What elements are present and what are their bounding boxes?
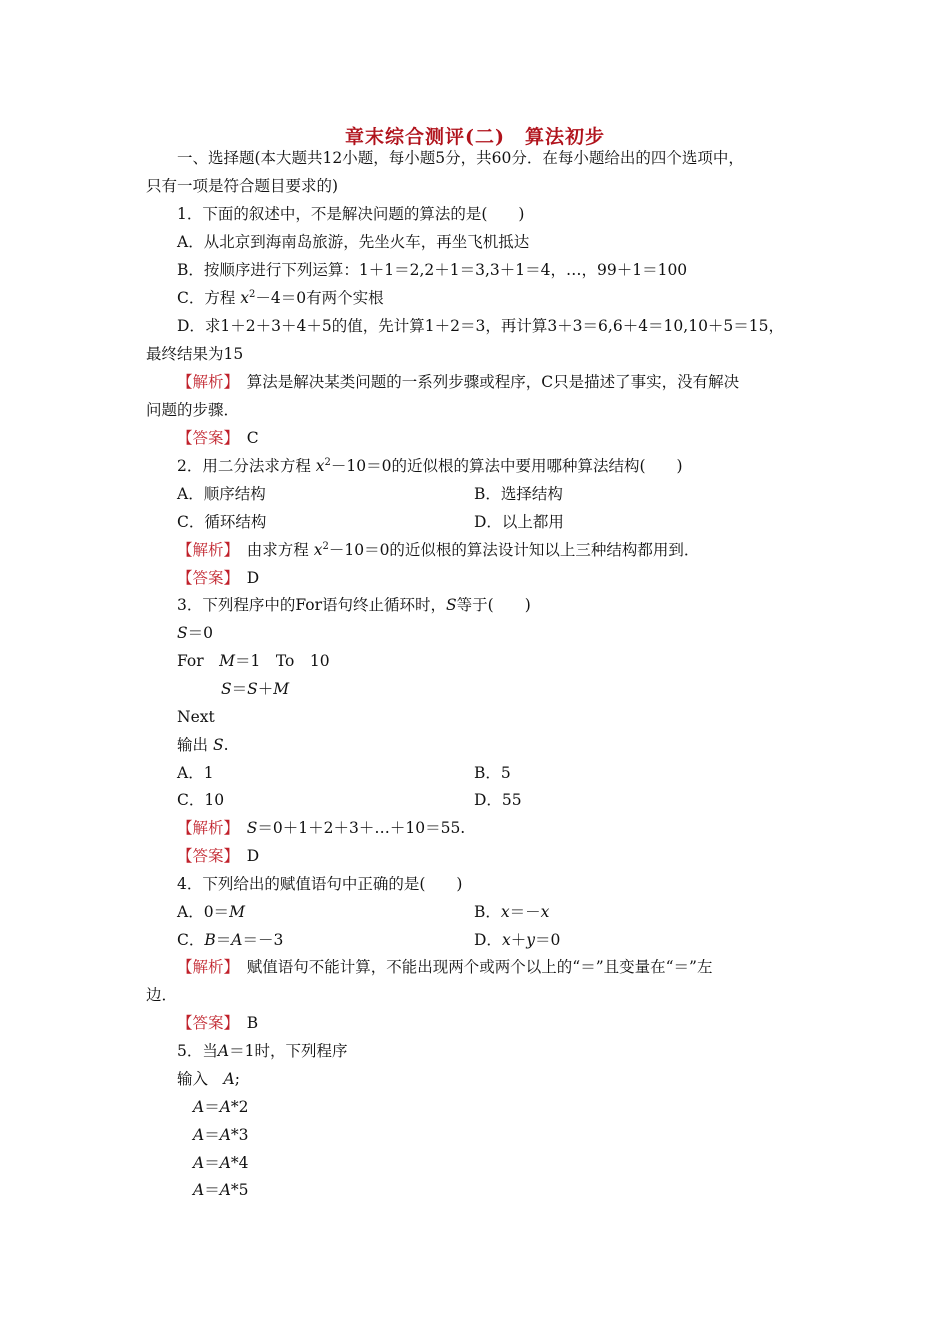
q3-answer: 【答案】 D <box>177 847 260 865</box>
q4-option-d: D．x＋y＝0 <box>474 931 561 949</box>
q4-answer: 【答案】 B <box>177 1014 259 1032</box>
q2-option-b: B．选择结构 <box>474 485 563 503</box>
q5-program-line2: A＝A*2 <box>193 1098 249 1116</box>
q5-program-line4: A＝A*4 <box>193 1154 249 1172</box>
q2-option-a: A．顺序结构 <box>177 485 266 503</box>
q3-program-line4: Next <box>177 708 215 726</box>
q2-stem: 2．用二分法求方程 $x^2-10=0$的近似根的算法中要用哪种算法结构( ) <box>177 457 683 475</box>
page-title: 章末综合测评(二) 算法初步 <box>345 126 605 148</box>
answer-tag: 【答案】 <box>177 847 232 865</box>
q3-program-line5: 输出 S. <box>177 736 229 754</box>
analysis-tag: 【解析】 <box>177 541 232 559</box>
q1-analysis-line1: 【解析】 算法是解决某类问题的一系列步骤或程序，C只是描述了事实，没有解决 <box>177 373 740 391</box>
q3-program-line2: For M＝1 To 10 <box>177 652 330 670</box>
section-instructions-line1: 一、选择题(本大题共12小题，每小题5分，共60分．在每小题给出的四个选项中， <box>177 149 744 167</box>
q3-option-a: A．1 <box>177 764 214 782</box>
q5-program-line5: A＝A*5 <box>193 1181 249 1199</box>
q4-stem: 4．下列给出的赋值语句中正确的是( ) <box>177 875 463 893</box>
q4-option-c: C．B＝A＝－3 <box>177 931 284 949</box>
q2-answer: 【答案】 D <box>177 569 260 587</box>
answer-tag: 【答案】 <box>177 429 232 447</box>
q3-program-line1: S＝0 <box>177 624 213 642</box>
q3-analysis: 【解析】 S＝0＋1＋2＋3＋…＋10＝55. <box>177 819 466 837</box>
q1-answer: 【答案】 C <box>177 429 259 447</box>
analysis-tag: 【解析】 <box>177 819 232 837</box>
q1-option-a: A．从北京到海南岛旅游，先坐火车，再坐飞机抵达 <box>177 233 530 251</box>
q2-option-d: D．以上都用 <box>474 513 564 531</box>
q5-program-input: 输入 A; <box>177 1070 240 1088</box>
q3-program-line3: S＝S＋M <box>221 680 290 698</box>
q1-option-d-line1: D．求1＋2＋3＋4＋5的值，先计算1＋2＝3，再计算3＋3＝6,6＋4＝10,10＋5＝15， <box>177 317 785 335</box>
q3-option-b: B．5 <box>474 764 511 782</box>
q1-stem: 1．下面的叙述中，不是解决问题的算法的是( ) <box>177 205 525 223</box>
analysis-tag: 【解析】 <box>177 373 232 391</box>
answer-tag: 【答案】 <box>177 1014 232 1032</box>
q2-option-c: C．循环结构 <box>177 513 267 531</box>
section-instructions-line2: 只有一项是符合题目要求的) <box>146 177 339 195</box>
q5-program-line3: A＝A*3 <box>193 1126 249 1144</box>
q2-analysis: 【解析】 由求方程 $x^2-10=0$的近似根的算法设计知以上三种结构都用到． <box>177 541 700 559</box>
analysis-tag: 【解析】 <box>177 958 232 976</box>
q3-option-c: C．10 <box>177 791 225 809</box>
q1-option-c: C．方程 $x^2-4=0$有两个实根 <box>177 289 384 307</box>
q4-analysis-line2: 边． <box>146 986 178 1004</box>
q4-analysis-line1: 【解析】 赋值语句不能计算，不能出现两个或两个以上的“＝”且变量在“＝”左 <box>177 958 713 976</box>
q1-option-b: B．按顺序进行下列运算：1＋1＝2,2＋1＝3,3＋1＝4，…，99＋1＝100 <box>177 261 688 279</box>
answer-tag: 【答案】 <box>177 569 232 587</box>
q1-option-d-line2: 最终结果为15 <box>146 345 244 363</box>
q4-option-b: B．x＝－x <box>474 903 550 921</box>
q3-stem: 3．下列程序中的For语句终止循环时，S等于( ) <box>177 596 531 614</box>
q4-option-a: A．0＝M <box>177 903 245 921</box>
q3-option-d: D．55 <box>474 791 522 809</box>
q1-analysis-line2: 问题的步骤． <box>146 401 240 419</box>
q5-stem: 5．当A＝1时，下列程序 <box>177 1042 348 1060</box>
